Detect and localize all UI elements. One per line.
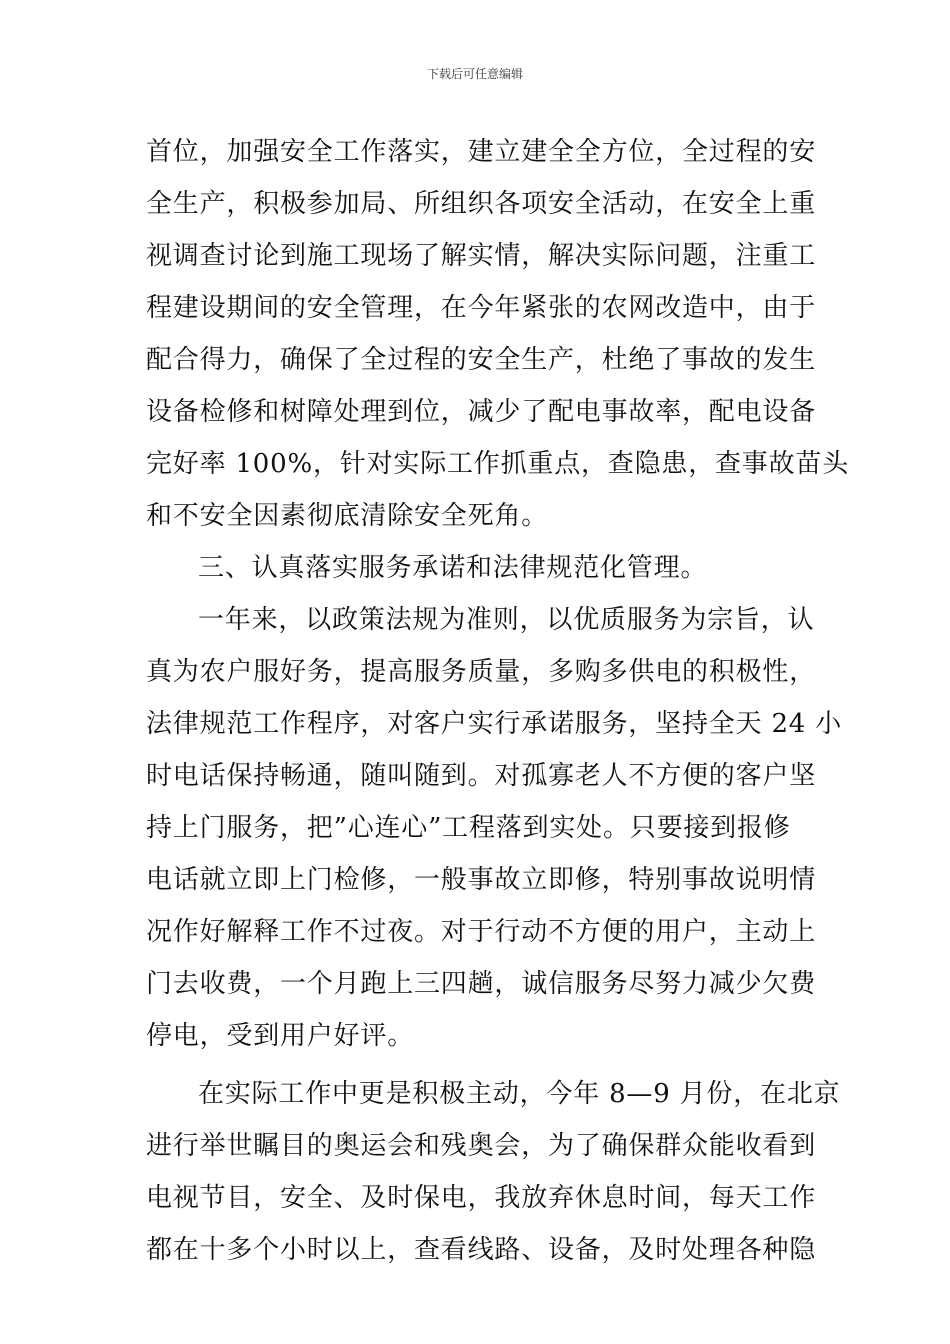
text-line: 设备检修和树障处理到位，减少了配电事故率，配电设备	[146, 397, 817, 427]
text-line: 完好率 100%，针对实际工作抓重点，查隐患，查事故苗头	[146, 449, 849, 479]
text-line: 在实际工作中更是积极主动，今年 8—9 月份，在北京	[198, 1079, 841, 1109]
page-header-note: 下载后可任意编辑	[426, 67, 523, 81]
text-line: 电视节目，安全、及时保电，我放弃休息时间，每天工作	[146, 1183, 817, 1213]
document-body	[146, 126, 849, 1276]
text-line: 都在十多个小时以上，查看线路、设备，及时处理各种隐	[146, 1235, 817, 1265]
text-line: 法律规范工作程序，对客户实行承诺服务，坚持全天 24 小	[146, 709, 843, 739]
section-heading-text: 三、认真落实服务承诺和法律规范化管理。	[198, 553, 708, 583]
text-line: 况作好解释工作不过夜。对于行动不方便的用户，主动上	[146, 917, 817, 947]
paragraph-safety	[146, 126, 849, 542]
section-heading	[146, 542, 808, 594]
text-line: 电话就立即上门检修，一般事故立即修，特别事故说明情	[146, 865, 817, 895]
text-line: 停电，受到用户好评。	[146, 1021, 415, 1051]
text-line: 一年来，以政策法规为准则，以优质服务为宗旨，认	[198, 605, 815, 635]
paragraph-service	[146, 594, 843, 1062]
text-line: 门去收费，一个月跑上三四趟，诚信服务尽努力减少欠费	[146, 969, 817, 999]
paragraph-olympics	[146, 1068, 841, 1276]
text-line: 首位，加强安全工作落实，建立建全全方位，全过程的安	[146, 137, 817, 167]
text-line: 程建设期间的安全管理，在今年紧张的农网改造中，由于	[146, 293, 817, 323]
text-line: 真为农户服好务，提高服务质量，多购多供电的积极性，	[146, 657, 817, 687]
text-line: 时电话保持畅通，随叫随到。对孤寡老人不方便的客户坚	[146, 761, 817, 791]
text-line: 和不安全因素彻底清除安全死角。	[146, 501, 549, 531]
text-line: 持上门服务，把”心连心”工程落到实处。只要接到报修	[146, 813, 791, 843]
text-line: 视调查讨论到施工现场了解实情，解决实际问题，注重工	[146, 241, 817, 271]
text-line: 全生产，积极参加局、所组织各项安全活动，在安全上重	[146, 189, 817, 219]
text-line: 进行举世瞩目的奥运会和残奥会，为了确保群众能收看到	[146, 1131, 817, 1161]
text-line: 配合得力，确保了全过程的安全生产，杜绝了事故的发生	[146, 345, 817, 375]
